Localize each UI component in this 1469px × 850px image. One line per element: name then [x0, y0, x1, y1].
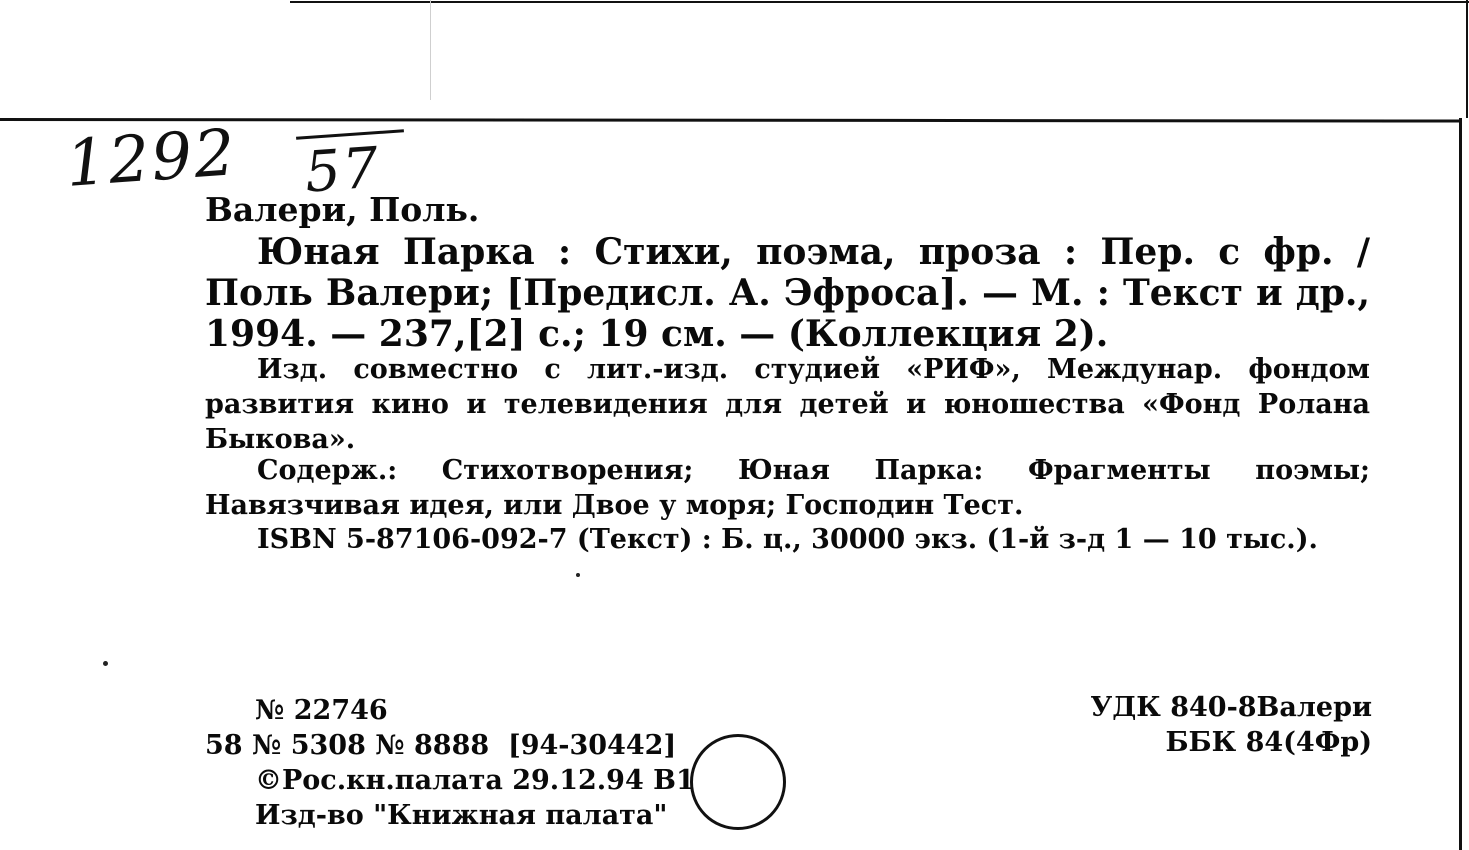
scan-speck	[576, 573, 580, 577]
card-footer-left	[205, 693, 695, 833]
contents-note: Содерж.: Стихотворения; Юная Парка: Фрагменты поэмы; Навязчивая идея, или Двое у моря; Господин Тест.	[205, 455, 1370, 521]
publisher-note: Изд. совместно с лит.-изд. студией «РИФ», Междунар. фондом развития кино и телевидения для детей и юношества «Фонд Ролана Быкова».	[205, 354, 1370, 455]
author-heading: Валери, Поль.	[205, 190, 480, 229]
udk-code: УДК 840-8Валери	[1090, 692, 1372, 723]
scan-speck	[103, 661, 108, 666]
handwritten-catalog-number: 1292	[63, 116, 240, 202]
scan-edge-right-top	[1466, 0, 1468, 118]
isbn-line: ISBN 5-87106-092-7 (Текст) : Б. ц., 30000 экз. (1-й з-д 1 — 10 тыс.).	[257, 524, 1318, 555]
handwritten-sub-number: 57	[302, 135, 383, 206]
card-right-edge	[1459, 118, 1462, 850]
footer-record-number: № 22746	[255, 695, 388, 726]
scan-edge-top	[290, 1, 1469, 3]
footer-copyright: ©Рос.кн.палата 29.12.94 В1	[255, 765, 695, 796]
bibliographic-description: Юная Парка : Стихи, поэма, проза : Пер. с фр. / Поль Валери; [Предисл. А. Эфроса]. — М. : Текст и др., 1994. — 237,[2] с.; 19 см. — (Коллекция 2).	[205, 231, 1370, 355]
footer-registration-numbers: 58 № 5308 № 8888 [94-30442]	[205, 730, 677, 761]
footer-publisher: Изд-во "Книжная палата"	[255, 800, 668, 831]
bbk-code: ББК 84(4Фр)	[1165, 727, 1372, 758]
scan-faint-line	[430, 0, 431, 100]
stamp-circle	[690, 734, 786, 830]
card-footer-right	[1090, 690, 1372, 760]
